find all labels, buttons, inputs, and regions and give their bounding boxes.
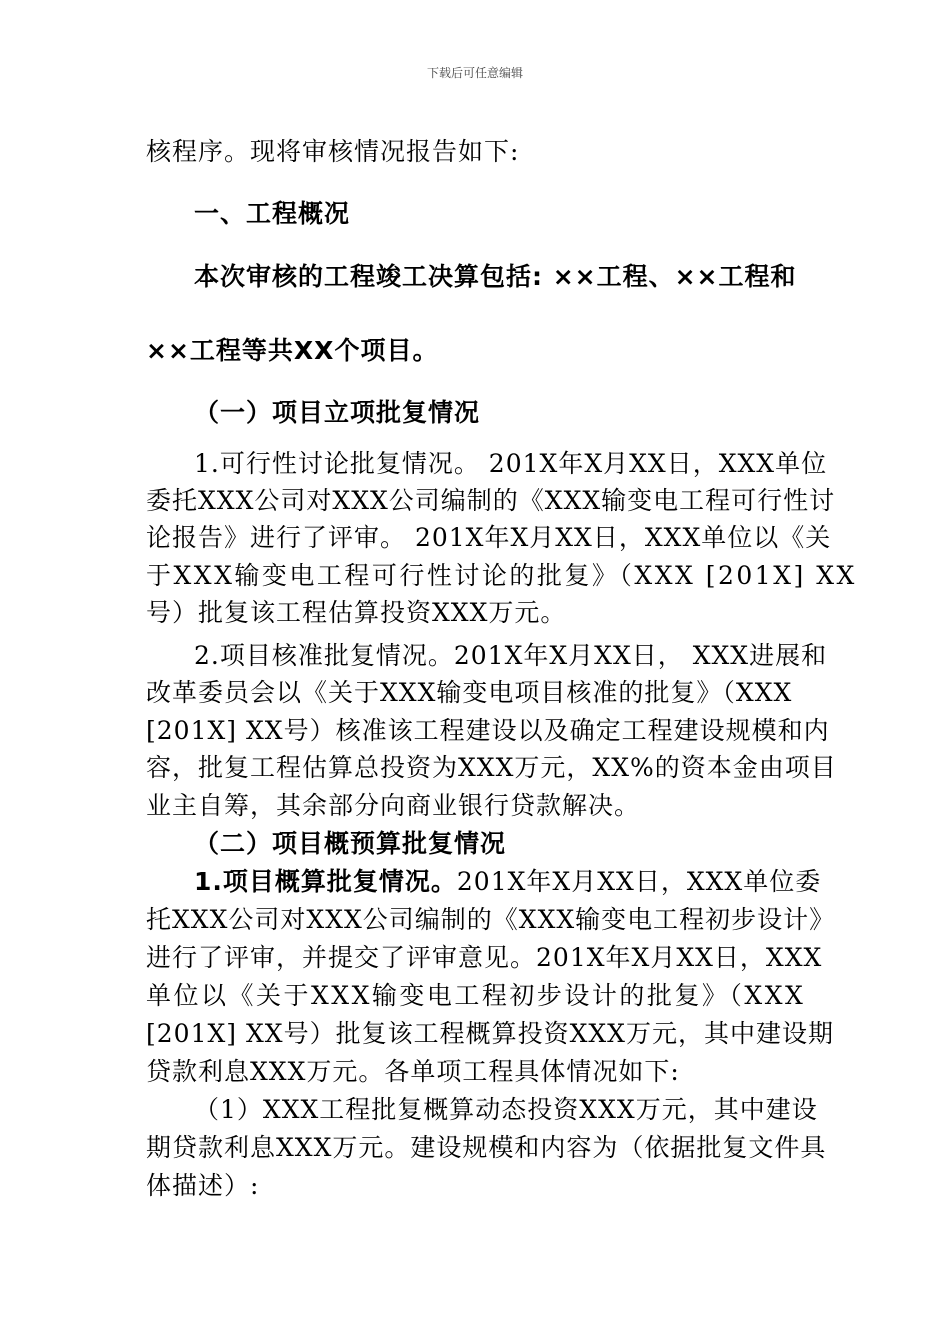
text-line: 单位以《关于XXX输变电工程初步设计的批复》（XXX <box>146 981 806 1010</box>
text-line: 托XXX公司对XXX公司编制的《XXX输变电工程初步设计》 <box>146 905 836 934</box>
page-header-note: 下载后可任意编辑 <box>426 66 523 80</box>
text-line: 核程序。现将审核情况报告如下: <box>146 137 520 166</box>
text-line: 业主自筹，其余部分向商业银行贷款解决。 <box>146 791 641 820</box>
text-line: 期贷款利息XXX万元。建设规模和内容为（依据批复文件具 <box>146 1133 827 1162</box>
text-line: 进行了评审，并提交了评审意见。201X年X月XX日，XXX <box>146 943 823 972</box>
text-line: 本次审核的工程竣工决算包括: ××工程、××工程和 <box>194 262 797 291</box>
text-line: 于XXX输变电工程可行性讨论的批复》（XXX [201X] XX <box>146 561 857 590</box>
subsection-heading: （一）项目立项批复情况 <box>194 398 481 427</box>
text-line: 号）批复该工程估算投资XXX万元。 <box>146 598 567 627</box>
section-heading: 一、工程概况 <box>194 199 351 228</box>
text-line: 论报告》进行了评审。 201X年X月XX日，XXX单位以《关 <box>146 523 832 552</box>
text-line: 2.项目核准批复情况。201X年X月XX日， XXX进展和 <box>194 641 828 670</box>
subsection-heading: （二）项目概预算批复情况 <box>194 829 507 858</box>
text-line: 容，批复工程估算总投资为XXX万元，XX%的资本金由项目 <box>146 753 837 782</box>
text-line <box>194 867 821 897</box>
line-remainder: 201X年X月XX日，XXX单位委 <box>456 867 822 896</box>
text-line: ××工程等共XX个项目。 <box>146 336 439 365</box>
text-line: 改革委员会以《关于XXX输变电项目核准的批复》（XXX <box>146 678 793 707</box>
bold-lead: 1.项目概算批复情况。 <box>194 867 457 896</box>
text-line: 委托XXX公司对XXX公司编制的《XXX输变电工程可行性讨 <box>146 486 836 515</box>
text-line: [201X] XX号）批复该工程概算投资XXX万元，其中建设期 <box>146 1019 834 1048</box>
text-line: （1）XXX工程批复概算动态投资XXX万元，其中建设 <box>194 1095 818 1124</box>
text-line: 贷款利息XXX万元。各单项工程具体情况如下: <box>146 1057 680 1086</box>
text-line: 体描述）: <box>146 1171 260 1200</box>
text-line: 1.可行性讨论批复情况。 201X年X月XX日，XXX单位 <box>194 449 828 478</box>
text-line: [201X] XX号）核准该工程建设以及确定工程建设规模和内 <box>146 716 830 745</box>
